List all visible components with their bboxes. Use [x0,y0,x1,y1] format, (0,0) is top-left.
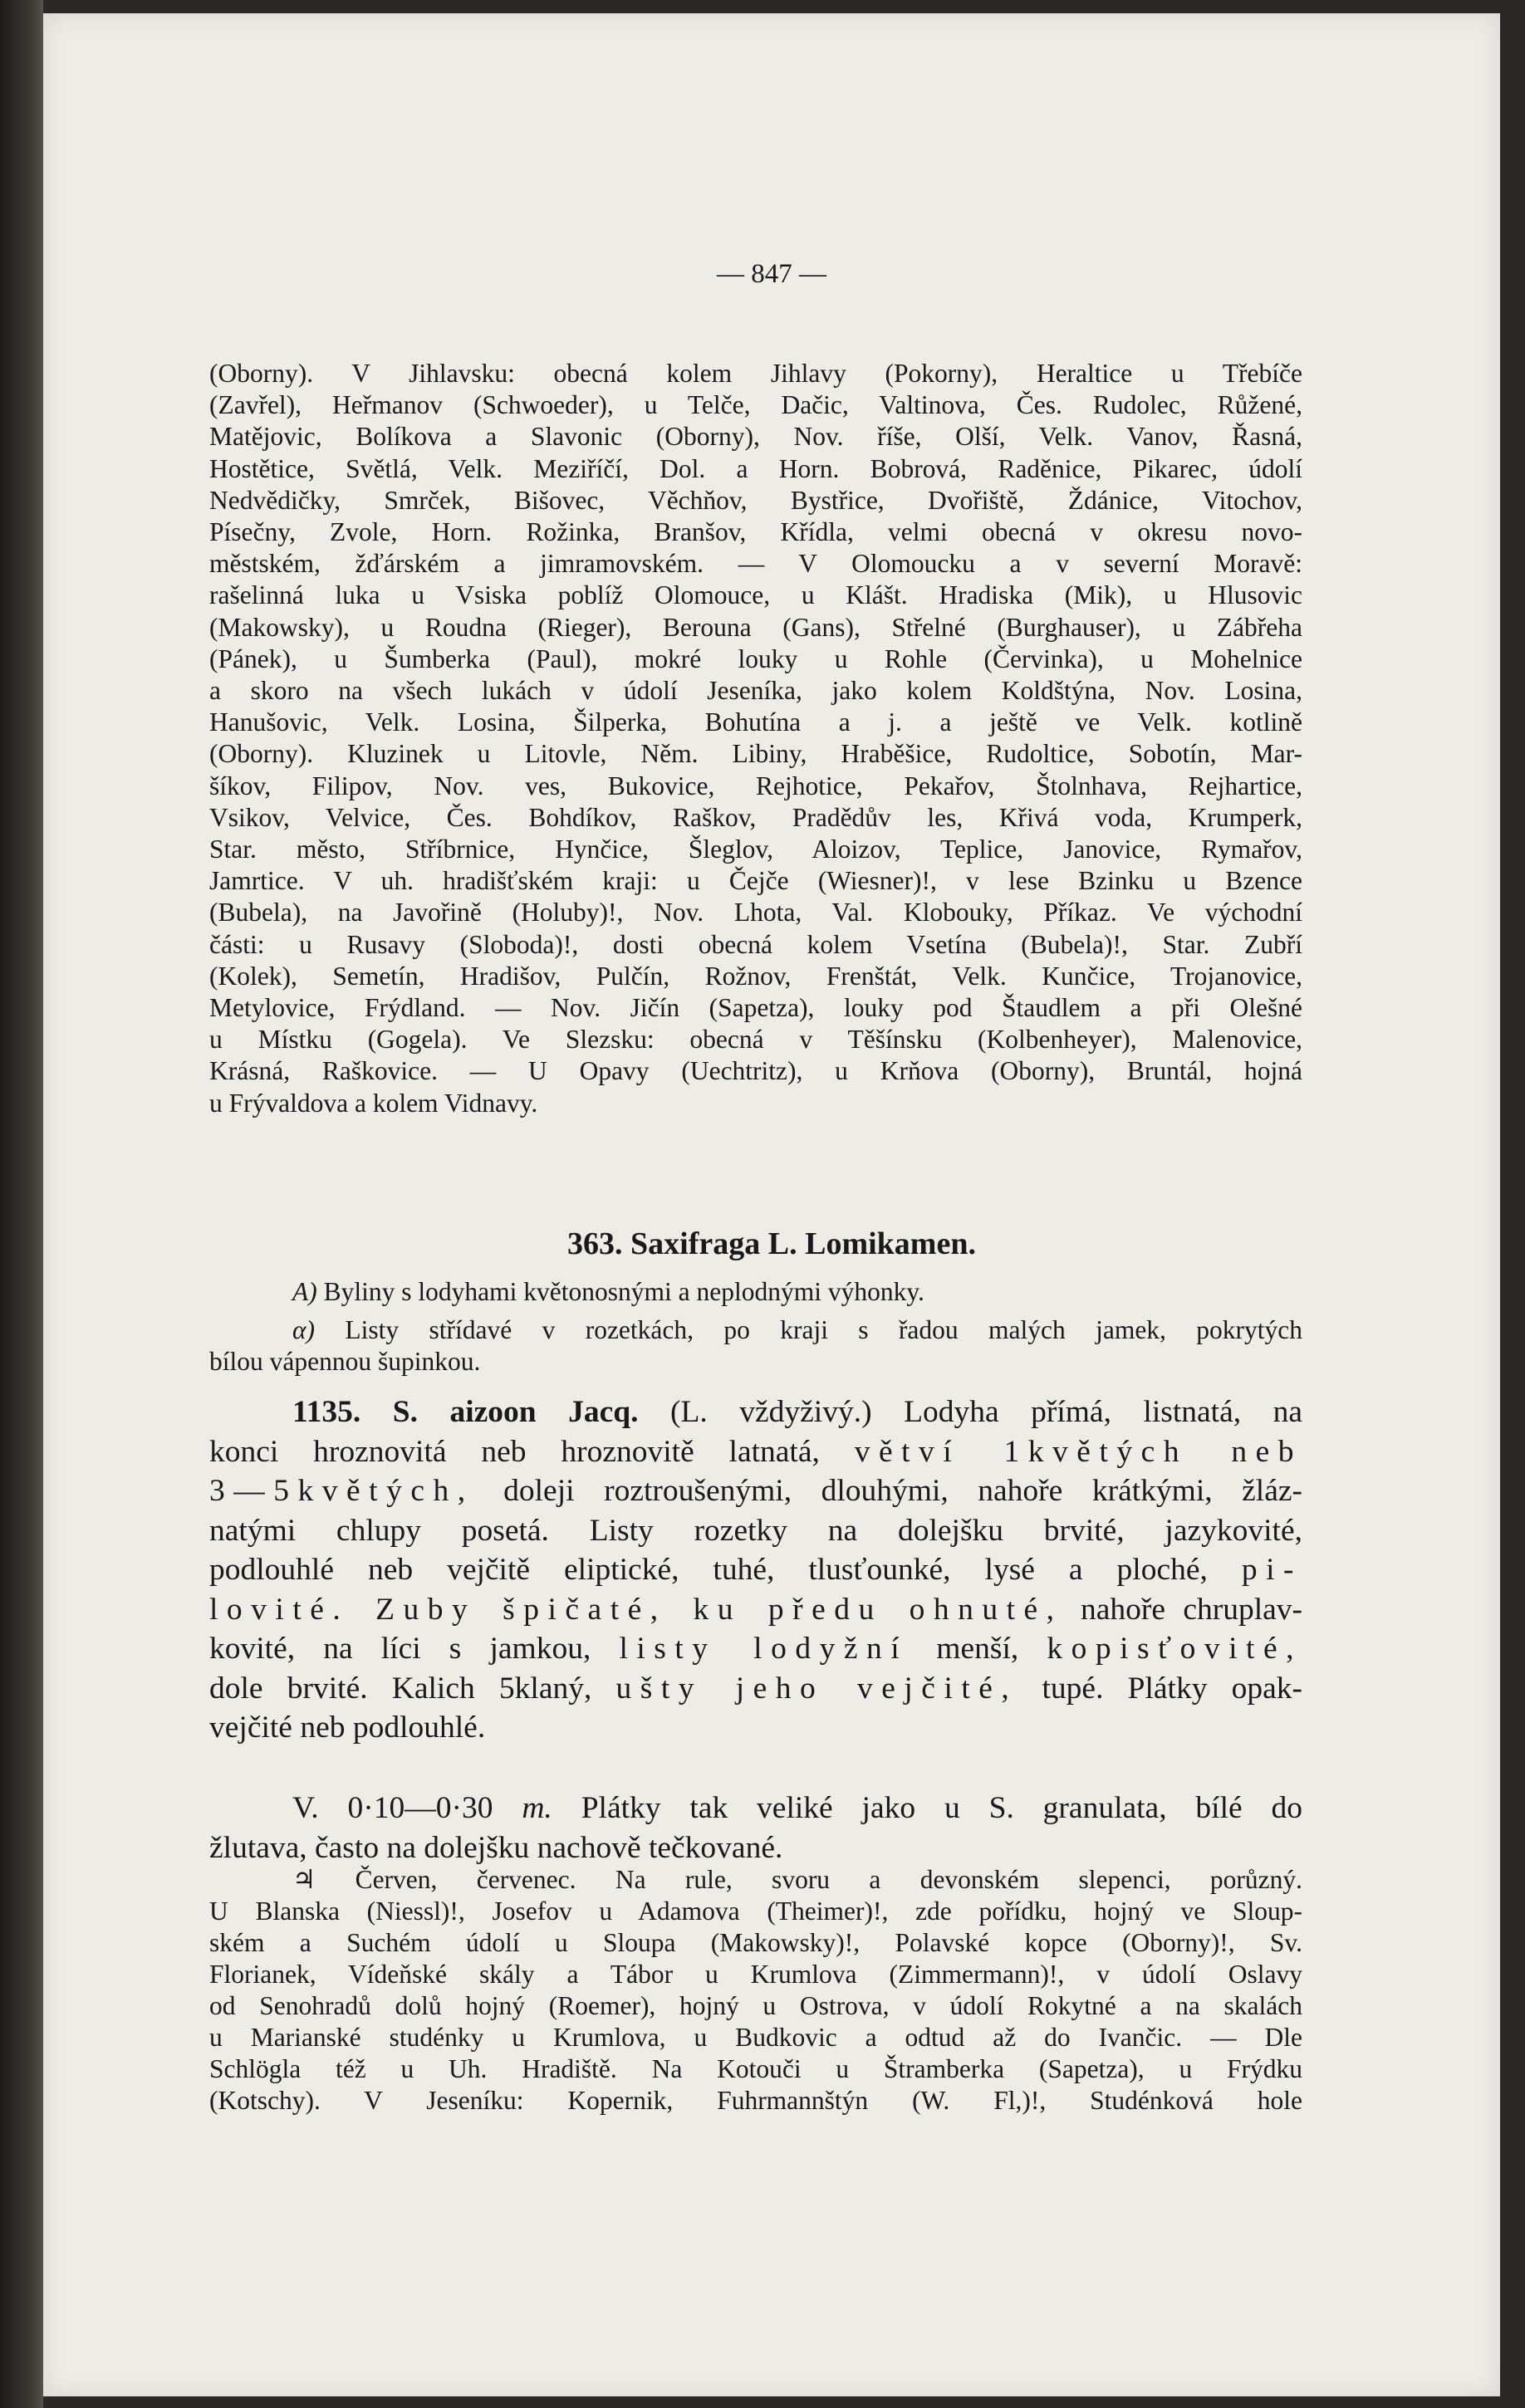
habitat-line: Florianek, Vídeňské skály a Tábor u Krumlova (Zimmermann)!, v údolí Oslavy [209,1960,1302,1989]
text-line: (Makowsky), u Roudna (Rieger), Berouna (Gans), Střelné (Burghauser), u Zábřeha [209,612,1302,642]
text-line: části: u Rusavy (Sloboda)!, dosti obecná kolem Vsetína (Bubela)!, Star. Zubří [209,929,1302,959]
species-spaced-text: ušty jeho vejčité, [615,1671,1018,1706]
text-line: městském, žďárském a jimramovském. — V Olomoucku a v severní Moravě: [209,549,1302,579]
key-A-label: A) [292,1277,317,1306]
habitat-line: (Kotschy). V Jeseníku: Kopernik, Fuhrmannštýn (W. Fl,)!, Studénková hole [209,2086,1302,2115]
text-line: (Oborny). V Jihlavsku: obecná kolem Jihlavy (Pokorny), Heraltice u Třebíče [209,359,1302,388]
text-line: (Bubela), na Javořině (Holuby)!, Nov. Lhota, Val. Klobouky, Příkaz. Ve východní [209,898,1302,927]
species-line [209,1550,1302,1590]
species-spaced-text: větví 1květých neb [854,1434,1302,1469]
species-line [209,1669,1302,1709]
species-spaced-text: kopisťovité, [1047,1632,1302,1666]
species-line [209,1629,1302,1669]
species-line [209,1392,1302,1432]
flowering-description [209,1789,1302,1867]
species-text: doleji roztroušenými, dlouhými, nahoře krátkými, žláz- [503,1474,1302,1508]
page-number: — 847 — [717,259,826,289]
text-line: Nedvědičky, Smrček, Bišovec, Věchňov, Bystřice, Dvořiště, Ždánice, Vitochov, [209,485,1302,515]
text-line: (Kolek), Semetín, Hradišov, Pulčín, Rožnov, Frenštát, Velk. Kunčice, Trojanovice, [209,961,1302,991]
species-line [209,1432,1302,1472]
species-text: podlouhlé neb vejčitě eliptické, tuhé, tlusťounké, lysé a ploché, [209,1553,1208,1587]
text-line: Star. město, Stříbrnice, Hynčice, Šleglov, Aloizov, Teplice, Janovice, Rymařov, [209,834,1302,864]
text-line: a skoro na všech lukách v údolí Jeseníka, jako kolem Koldštýna, Nov. Losina, [209,676,1302,706]
text-line: rašelinná luka u Vsiska poblíž Olomouce, u Klášt. Hradiska (Mik), u Hlusovic [209,580,1302,610]
text-line: šíkov, Filipov, Nov. ves, Bukovice, Rejhotice, Pekařov, Štolnhava, Rejhartice, [209,771,1302,800]
species-text: Lodyha přímá, listnatá, na [904,1395,1302,1429]
habitat-line: U Blanska (Niessl)!, Josefov u Adamova (Theimer)!, zde pořídku, hojný ve Sloup- [209,1897,1302,1926]
species-text: menší, [936,1632,1019,1666]
species-line: natými chlupy posetá. Listy rozetky na dolejšku brvité, jazykovité, [209,1513,1302,1548]
habitat-line [209,1864,1302,1896]
key-A-text: Byliny s lodyhami květonosnými a neplodnými výhonky. [323,1277,924,1306]
habitat-line: u Marianské studénky u Krumlova, u Budkovic a odtud až do Ivančic. — Dle [209,2023,1302,2052]
habitat-line: Schlögla též u Uh. Hradiště. Na Kotouči u Štramberka (Sapetza), u Frýdku [209,2054,1302,2083]
text-line: Písečny, Zvole, Horn. Rožinka, Branšov, Křídla, velmi obecná v okresu novo- [209,517,1302,547]
species-text: dole brvité. Kalich 5klaný, [209,1671,592,1706]
text-line: (Oborny). Kluzinek u Litovle, Něm. Libiny, Hraběšice, Rudoltice, Sobotín, Mar- [209,739,1302,769]
text-line: u Místku (Gogela). Ve Slezsku: obecná v Těšínsku (Kolbenheyer), Malenovice, [209,1025,1302,1055]
species-common-name: (L. vždyživý.) [670,1395,872,1429]
flower-text: Plátky tak veliké jako u S. granulata, bílé do [581,1791,1303,1825]
text-line: Vsikov, Velvice, Čes. Bohdíkov, Raškov, Pradědův les, Křivá voda, Krumperk, [209,802,1302,832]
species-spaced-text: 3—5květých, [209,1474,474,1508]
species-description [209,1392,1302,1748]
text-line: Metylovice, Frýdland. — Nov. Jičín (Sapetza), louky pod Štaudlem a při Olešné [209,993,1302,1023]
flower-line [209,1789,1302,1828]
flower-line: žlutava, často na dolejšku nachově tečkované. [209,1830,783,1865]
key-A [209,1276,1302,1308]
locality-paragraph [209,358,1302,1119]
book-page [43,13,1500,2396]
text-line: Matějovic, Bolíkova a Slavonic (Oborny), Nov. říše, Olší, Velk. Vanov, Řasná, [209,422,1302,452]
text-line: Hanušovic, Velk. Losina, Šilperka, Bohutína a j. a ještě ve Velk. kotlině [209,707,1302,737]
habitat-line: ském a Suchém údolí u Sloupa (Makowsky)!, Polavské kopce (Oborny)!, Sv. [209,1928,1302,1957]
unit-m: m. [522,1791,552,1825]
text-line: Hostětice, Světlá, Velk. Meziříčí, Dol. a Horn. Bobrová, Raděnice, Pikarec, údolí [209,453,1302,483]
key-A-line [209,1276,1302,1308]
species-spaced-text: pi- [1241,1553,1303,1587]
genus-heading: 363. Saxifraga L. Lomikamen. [567,1226,976,1261]
key-alpha [209,1314,1302,1378]
key-alpha-text: Listy střídavé v rozetkách, po kraji s řadou malých jamek, pokrytých [345,1315,1303,1344]
key-alpha-line: bílou vápennou šupinkou. [209,1347,481,1376]
scan-left-edge [0,0,43,2408]
habitat-line: od Senohradů dolů hojný (Roemer), hojný u Ostrova, v údolí Rokytné a na skalách [209,1991,1302,2020]
habitat-first-line: ♃ Červen, červenec. Na rule, svoru a devonském slepenci, porůzný. [292,1865,1302,1894]
species-line [209,1471,1302,1511]
species-name: 1135. S. aizoon Jacq. [292,1395,639,1429]
species-text: konci hroznovitá neb hroznovitě latnatá, [209,1434,820,1469]
size-range: V. 0·10—0·30 [292,1791,493,1825]
species-text: nahoře chruplav- [1080,1592,1303,1627]
key-alpha-line [209,1314,1302,1346]
text-line: u Frývaldova a kolem Vidnavy. [209,1088,538,1118]
text-line: (Pánek), u Šumberka (Paul), mokré louky u Rohle (Červinka), u Mohelnice [209,644,1302,673]
text-line: (Zavřel), Heřmanov (Schwoeder), u Telče, Dačic, Valtinova, Čes. Rudolec, Růžené, [209,390,1302,420]
text-line: Jamrtice. V uh. hradišťském kraji: u Čejče (Wiesner)!, v lese Bzinku u Bzence [209,866,1302,896]
species-text: kovité, na líci s jamkou, [209,1632,591,1666]
species-text: tupé. Plátky opak- [1042,1671,1303,1706]
species-spaced-text: listy lodyžní [619,1632,909,1666]
species-line [209,1590,1302,1630]
key-alpha-label: α) [292,1315,316,1344]
habitat-paragraph [209,1864,1302,2117]
text-line: Krásná, Raškovice. — U Opavy (Uechtritz), u Krňova (Oborny), Bruntál, hojná [209,1056,1302,1086]
species-spaced-text: lovité. Zuby špičaté, ku předu ohnuté, [209,1592,1063,1627]
species-line: vejčité neb podlouhlé. [209,1711,486,1745]
